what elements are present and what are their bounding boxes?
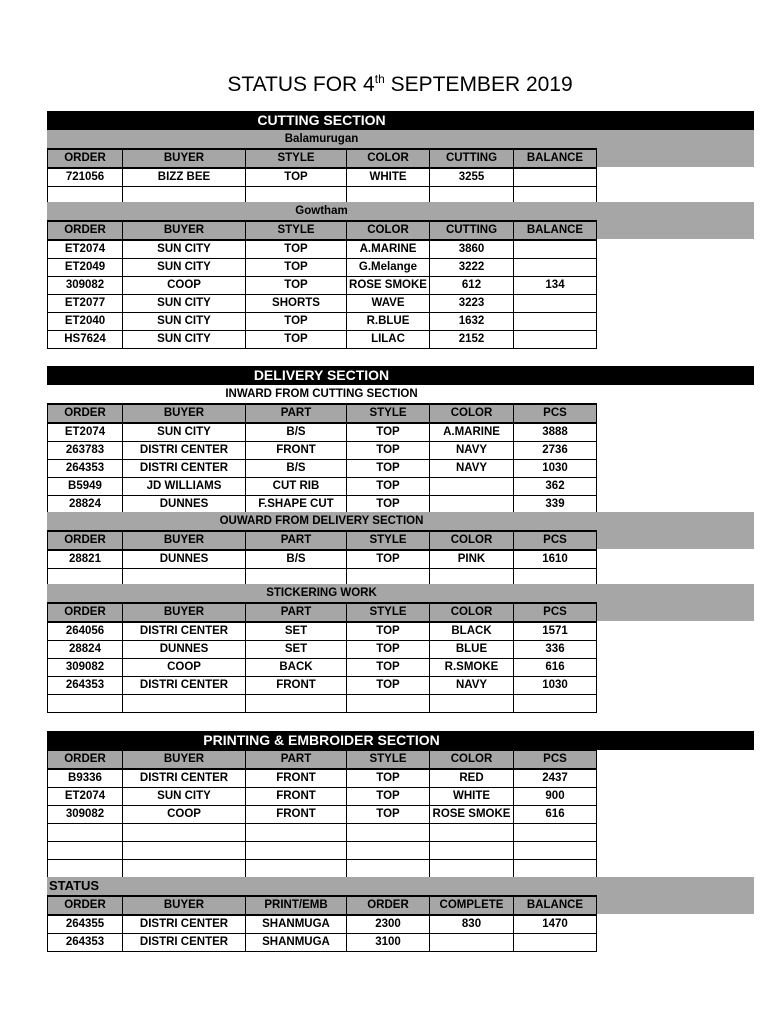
table-cell [430,842,514,860]
column-header: STYLE [347,603,430,622]
table-cell: COOP [123,806,246,824]
column-header: BALANCE [514,896,597,915]
table-cell: ET2040 [48,313,123,331]
column-header: ORDER [48,603,123,622]
table-cell: WHITE [347,168,430,187]
table-row [48,168,597,187]
column-header: PCS [514,603,597,622]
table-cell: 264355 [48,915,123,934]
table-cell: WAVE [347,295,430,313]
table-cell [514,259,597,277]
table-cell: A.MARINE [430,423,514,442]
table-cell: 3100 [347,934,430,952]
table-cell: ROSE SMOKE [347,277,430,295]
table-row [48,659,597,677]
table-cell [123,824,246,842]
table-cell: 3222 [430,259,514,277]
table-cell: FRONT [246,769,347,788]
table-cell [514,240,597,259]
table-cell: 3223 [430,295,514,313]
group-name-gowtham: Gowtham [295,205,348,217]
inward-title: INWARD FROM CUTTING SECTION [225,388,418,400]
table-cell: TOP [246,240,347,259]
table-row [48,259,597,277]
table-cell [514,295,597,313]
column-header: PART [246,603,347,622]
table-row [48,824,597,842]
table-cell: FRONT [246,442,347,460]
group-name-balamurugan: Balamurugan [284,133,359,145]
table-cell: FRONT [246,677,347,695]
table-cell: R.BLUE [347,313,430,331]
table-cell: TOP [347,641,430,659]
table-header-row [48,221,597,240]
table-cell: FRONT [246,788,347,806]
column-header: PCS [514,750,597,769]
table-cell: TOP [347,677,430,695]
table-cell: 263783 [48,442,123,460]
table-cell [514,824,597,842]
table-cell: DISTRI CENTER [123,442,246,460]
table-cell: 721056 [48,168,123,187]
table-cell: TOP [347,550,430,569]
table-cell: NAVY [430,442,514,460]
table-cell: TOP [347,806,430,824]
table-cell: PINK [430,550,514,569]
column-header: STYLE [347,750,430,769]
table-cell: 2300 [347,915,430,934]
column-header: BUYER [123,404,246,423]
table-cell: TOP [246,168,347,187]
table-cell: 3888 [514,423,597,442]
column-header: BALANCE [514,221,597,240]
table-cell: 264353 [48,677,123,695]
table-cell: DISTRI CENTER [123,915,246,934]
table-row [48,915,597,934]
column-header: BUYER [123,750,246,769]
table-cell [246,824,347,842]
table-row [48,677,597,695]
column-header: BUYER [123,531,246,550]
cutting-table-gowtham [47,220,597,349]
table-cell [514,331,597,349]
table-row [48,934,597,952]
table-cell [430,934,514,952]
table-cell: DISTRI CENTER [123,460,246,478]
column-header: PART [246,531,347,550]
table-row [48,423,597,442]
table-cell: 264056 [48,622,123,641]
table-cell [514,313,597,331]
table-cell: SET [246,622,347,641]
table-cell: DISTRI CENTER [123,677,246,695]
table-header-row [48,896,597,915]
column-header: ORDER [48,149,123,168]
table-cell: NAVY [430,460,514,478]
sticker-title: STICKERING WORK [266,587,377,599]
table-cell [347,842,430,860]
table-cell [430,695,514,713]
table-cell: TOP [246,331,347,349]
table-cell: 339 [514,496,597,514]
delivery-section-header: DELIVERY SECTION [47,366,754,385]
table-cell: B9336 [48,769,123,788]
table-cell [430,860,514,878]
table-cell: ET2077 [48,295,123,313]
table-cell: 2152 [430,331,514,349]
table-cell [123,860,246,878]
table-cell: 134 [514,277,597,295]
table-cell: 2437 [514,769,597,788]
table-cell: 28824 [48,496,123,514]
table-cell [430,824,514,842]
column-header: CUTTING [430,149,514,168]
table-cell: TOP [347,442,430,460]
table-cell: 309082 [48,806,123,824]
table-row [48,641,597,659]
table-cell [48,860,123,878]
table-header-row [48,149,597,168]
table-cell: B/S [246,460,347,478]
table-row [48,842,597,860]
table-row [48,788,597,806]
table-cell [514,860,597,878]
table-cell: TOP [347,769,430,788]
table-cell: SHANMUGA [246,915,347,934]
table-cell: SUN CITY [123,259,246,277]
table-row [48,240,597,259]
table-cell: 830 [430,915,514,934]
table-cell [347,695,430,713]
table-cell: B/S [246,423,347,442]
column-header: PART [246,750,347,769]
column-header: BUYER [123,603,246,622]
table-cell: COOP [123,277,246,295]
table-cell: TOP [347,496,430,514]
column-header: COLOR [430,750,514,769]
column-header: ORDER [48,531,123,550]
table-cell [430,478,514,496]
column-header: COLOR [430,531,514,550]
table-cell: 264353 [48,460,123,478]
table-cell: 612 [430,277,514,295]
table-cell: 900 [514,788,597,806]
column-header: COLOR [430,404,514,423]
table-cell: BLUE [430,641,514,659]
table-row [48,806,597,824]
column-header: STYLE [347,531,430,550]
column-header: BUYER [123,896,246,915]
table-cell: 1470 [514,915,597,934]
table-row [48,769,597,788]
column-header: STYLE [246,149,347,168]
table-cell [430,496,514,514]
table-cell: 2736 [514,442,597,460]
table-cell: DISTRI CENTER [123,769,246,788]
table-cell: DISTRI CENTER [123,622,246,641]
table-cell: SET [246,641,347,659]
table-cell: 309082 [48,659,123,677]
table-row [48,313,597,331]
column-header: PRINT/EMB [246,896,347,915]
table-cell: 28821 [48,550,123,569]
page-title: STATUS FOR 4th SEPTEMBER 2019 [227,72,573,96]
table-cell: JD WILLIAMS [123,478,246,496]
table-cell: ET2074 [48,240,123,259]
table-cell: R.SMOKE [430,659,514,677]
table-cell: TOP [347,423,430,442]
table-row [48,695,597,713]
printing-section-header: PRINTING & EMBROIDER SECTION [47,731,754,750]
table-cell: CUT RIB [246,478,347,496]
column-header: ORDER [48,750,123,769]
table-header-row [48,750,597,769]
table-cell [48,824,123,842]
table-cell: SHORTS [246,295,347,313]
table-cell: SUN CITY [123,788,246,806]
table-row [48,277,597,295]
table-cell: 336 [514,641,597,659]
column-header: COLOR [347,221,430,240]
column-header: BALANCE [514,149,597,168]
table-cell: ET2074 [48,788,123,806]
column-header: ORDER [48,404,123,423]
cutting-section-header: CUTTING SECTION [47,111,754,130]
table-cell: TOP [347,788,430,806]
table-row [48,860,597,878]
table-cell: TOP [347,460,430,478]
table-cell: DISTRI CENTER [123,934,246,952]
table-cell: RED [430,769,514,788]
table-cell: 1632 [430,313,514,331]
column-header: ORDER [48,221,123,240]
table-cell: BLACK [430,622,514,641]
table-cell [123,695,246,713]
cutting-table-balamurugan [47,148,597,205]
table-cell: TOP [347,659,430,677]
table-cell [246,842,347,860]
table-row [48,550,597,569]
table-cell: G.Melange [347,259,430,277]
table-cell [514,168,597,187]
table-cell: B/S [246,550,347,569]
table-cell: 309082 [48,277,123,295]
table-cell: FRONT [246,806,347,824]
table-cell: LILAC [347,331,430,349]
table-cell: F.SHAPE CUT [246,496,347,514]
column-header: PART [246,404,347,423]
status-label: STATUS [49,878,100,893]
outward-title: OUWARD FROM DELIVERY SECTION [219,515,424,527]
table-row [48,496,597,514]
table-cell: TOP [347,478,430,496]
table-cell [514,695,597,713]
table-cell: 264353 [48,934,123,952]
column-header: STYLE [246,221,347,240]
table-cell: 28824 [48,641,123,659]
table-header-row [48,531,597,550]
table-cell [48,695,123,713]
table-cell: 1610 [514,550,597,569]
table-cell [246,695,347,713]
column-header: ORDER [347,896,430,915]
table-cell: ROSE SMOKE [430,806,514,824]
table-cell: DUNNES [123,641,246,659]
table-cell: SUN CITY [123,240,246,259]
table-cell [246,860,347,878]
table-header-row [48,404,597,423]
table-cell: DUNNES [123,496,246,514]
table-row [48,478,597,496]
column-header: ORDER [48,896,123,915]
table-cell [514,842,597,860]
outward-table [47,530,597,587]
status-table [47,895,597,952]
table-cell: BACK [246,659,347,677]
table-cell: SUN CITY [123,423,246,442]
table-cell: WHITE [430,788,514,806]
table-cell: TOP [246,277,347,295]
table-cell: DUNNES [123,550,246,569]
table-cell [514,934,597,952]
table-cell: SUN CITY [123,331,246,349]
table-cell: 3860 [430,240,514,259]
table-cell: SHANMUGA [246,934,347,952]
column-header: BUYER [123,149,246,168]
table-cell: 616 [514,659,597,677]
table-cell: ET2049 [48,259,123,277]
table-cell [123,842,246,860]
table-cell: 362 [514,478,597,496]
table-cell: ET2074 [48,423,123,442]
table-cell: B5949 [48,478,123,496]
table-cell: SUN CITY [123,313,246,331]
table-cell: TOP [347,622,430,641]
table-cell: NAVY [430,677,514,695]
table-header-row [48,603,597,622]
table-cell: TOP [246,313,347,331]
column-header: STYLE [347,404,430,423]
column-header: COLOR [430,603,514,622]
sticker-table [47,602,597,713]
table-row [48,331,597,349]
table-cell: 1571 [514,622,597,641]
printing-table [47,749,597,878]
table-cell: 1030 [514,677,597,695]
table-cell [48,842,123,860]
table-cell: 616 [514,806,597,824]
column-header: PCS [514,404,597,423]
table-cell: 1030 [514,460,597,478]
column-header: PCS [514,531,597,550]
table-row [48,295,597,313]
column-header: COMPLETE [430,896,514,915]
column-header: BUYER [123,221,246,240]
table-cell: BIZZ BEE [123,168,246,187]
table-cell: COOP [123,659,246,677]
table-row [48,442,597,460]
table-cell: TOP [246,259,347,277]
table-row [48,460,597,478]
table-row [48,622,597,641]
inward-table [47,403,597,514]
column-header: CUTTING [430,221,514,240]
table-cell [347,824,430,842]
table-cell: 3255 [430,168,514,187]
table-cell: HS7624 [48,331,123,349]
table-cell: SUN CITY [123,295,246,313]
table-cell: A.MARINE [347,240,430,259]
column-header: COLOR [347,149,430,168]
table-cell [347,860,430,878]
